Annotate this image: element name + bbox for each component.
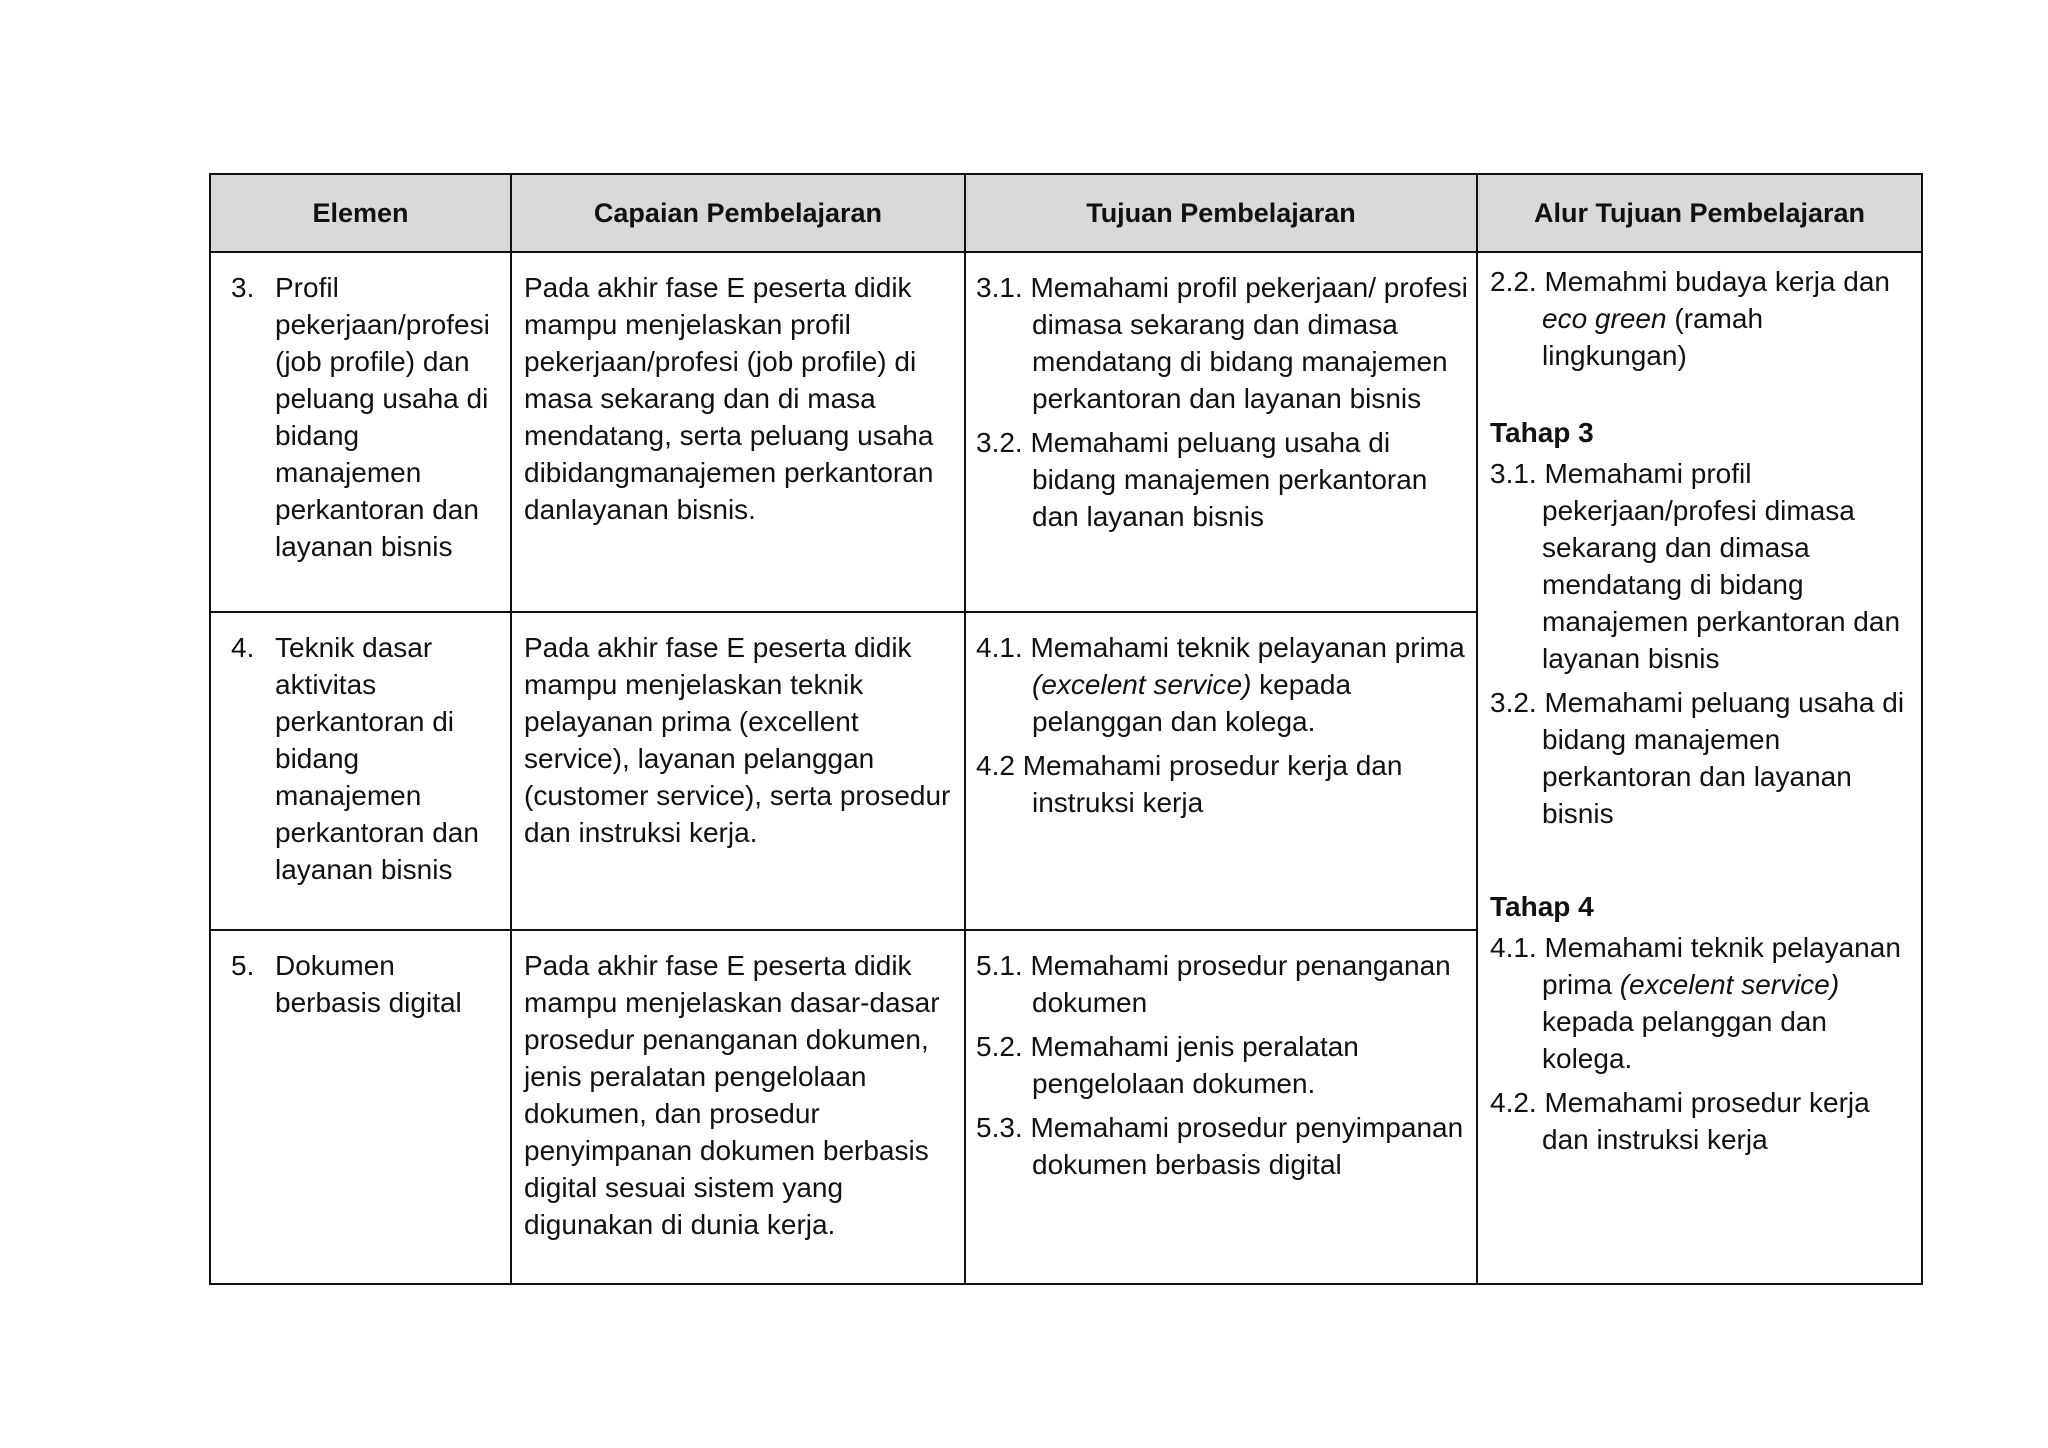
alur-item-2-2: 2.2. Memahmi budaya kerja dan eco green (ramah lingkungan) bbox=[1490, 266, 1890, 371]
stage-heading-tahap-3: Tahap 3 bbox=[1490, 417, 1594, 448]
header-capaian: Capaian Pembelajaran bbox=[511, 174, 965, 252]
tujuan-item: 5.1. Memahami prosedur penanganan dokumen bbox=[976, 950, 1451, 1018]
tujuan-item: 4.1. Memahami teknik pelayanan prima (excelent service) kepada pelanggan dan kolega. bbox=[976, 632, 1465, 737]
capaian-cell: Pada akhir fase E peserta didik mampu menjelaskan dasar-dasar prosedur penanganan dokumen, jenis peralatan pengelolaan dokumen, dan prosedur penyimpanan dokumen berbasis digital sesuai sistem yang digunakan di dunia kerja. bbox=[511, 930, 965, 1284]
tujuan-item: 3.2. Memahami peluang usaha di bidang manajemen perkantoran dan layanan bisnis bbox=[976, 427, 1428, 532]
elemen-cell bbox=[210, 930, 511, 1284]
tujuan-item: 3.1. Memahami profil pekerjaan/ profesi dimasa sekarang dan dimasa mendatang di bidang manajemen perkantoran dan layanan bisnis bbox=[976, 272, 1468, 414]
tujuan-item: 5.2. Memahami jenis peralatan pengelolaan dokumen. bbox=[976, 1031, 1359, 1099]
table-row bbox=[210, 252, 1922, 612]
alur-cell bbox=[1477, 252, 1922, 1284]
alur-item-4-2: 4.2. Memahami prosedur kerja dan instruksi kerja bbox=[1490, 1087, 1870, 1155]
tujuan-item: 4.2 Memahami prosedur kerja dan instruksi kerja bbox=[976, 750, 1403, 818]
alur-item-3-2: 3.2. Memahami peluang usaha di bidang manajemen perkantoran dan layanan bisnis bbox=[1490, 687, 1905, 829]
elemen-cell bbox=[210, 252, 511, 612]
header-tujuan: Tujuan Pembelajaran bbox=[965, 174, 1477, 252]
tujuan-cell bbox=[965, 930, 1477, 1284]
header-row bbox=[210, 174, 1922, 252]
curriculum-table bbox=[209, 173, 1923, 1285]
elemen-text: Teknik dasar aktivitas perkantoran di bidang manajemen perkantoran dan layanan bisnis bbox=[275, 632, 479, 885]
stage-heading-tahap-4: Tahap 4 bbox=[1490, 891, 1594, 922]
elemen-text: Dokumen berbasis digital bbox=[275, 950, 462, 1018]
tujuan-item: 5.3. Memahami prosedur penyimpanan dokumen berbasis digital bbox=[976, 1112, 1464, 1180]
capaian-cell: Pada akhir fase E peserta didik mampu menjelaskan profil pekerjaan/profesi (job profile) di masa sekarang dan di masa mendatang, serta peluang usaha dibidangmanajemen perkantoran danlayanan bisnis. bbox=[511, 252, 965, 612]
elemen-cell bbox=[210, 612, 511, 930]
tujuan-cell bbox=[965, 252, 1477, 612]
elemen-number: 3. bbox=[231, 272, 255, 303]
elemen-number: 4. bbox=[231, 632, 255, 663]
header-alur: Alur Tujuan Pembelajaran bbox=[1477, 174, 1922, 252]
alur-item-3-1: 3.1. Memahami profil pekerjaan/profesi dimasa sekarang dan dimasa mendatang di bidang manajemen perkantoran dan layanan bisnis bbox=[1490, 458, 1901, 674]
tujuan-cell bbox=[965, 612, 1477, 930]
alur-item-4-1: 4.1. Memahami teknik pelayanan prima (excelent service) kepada pelanggan dan kolega. bbox=[1490, 932, 1901, 1074]
header-elemen: Elemen bbox=[210, 174, 511, 252]
elemen-text: Profil pekerjaan/profesi (job profile) dan peluang usaha di bidang manajemen perkantoran dan layanan bisnis bbox=[275, 272, 490, 562]
capaian-cell: Pada akhir fase E peserta didik mampu menjelaskan teknik pelayanan prima (excellent service), layanan pelanggan (customer service), serta prosedur dan instruksi kerja. bbox=[511, 612, 965, 930]
elemen-number: 5. bbox=[231, 950, 255, 981]
